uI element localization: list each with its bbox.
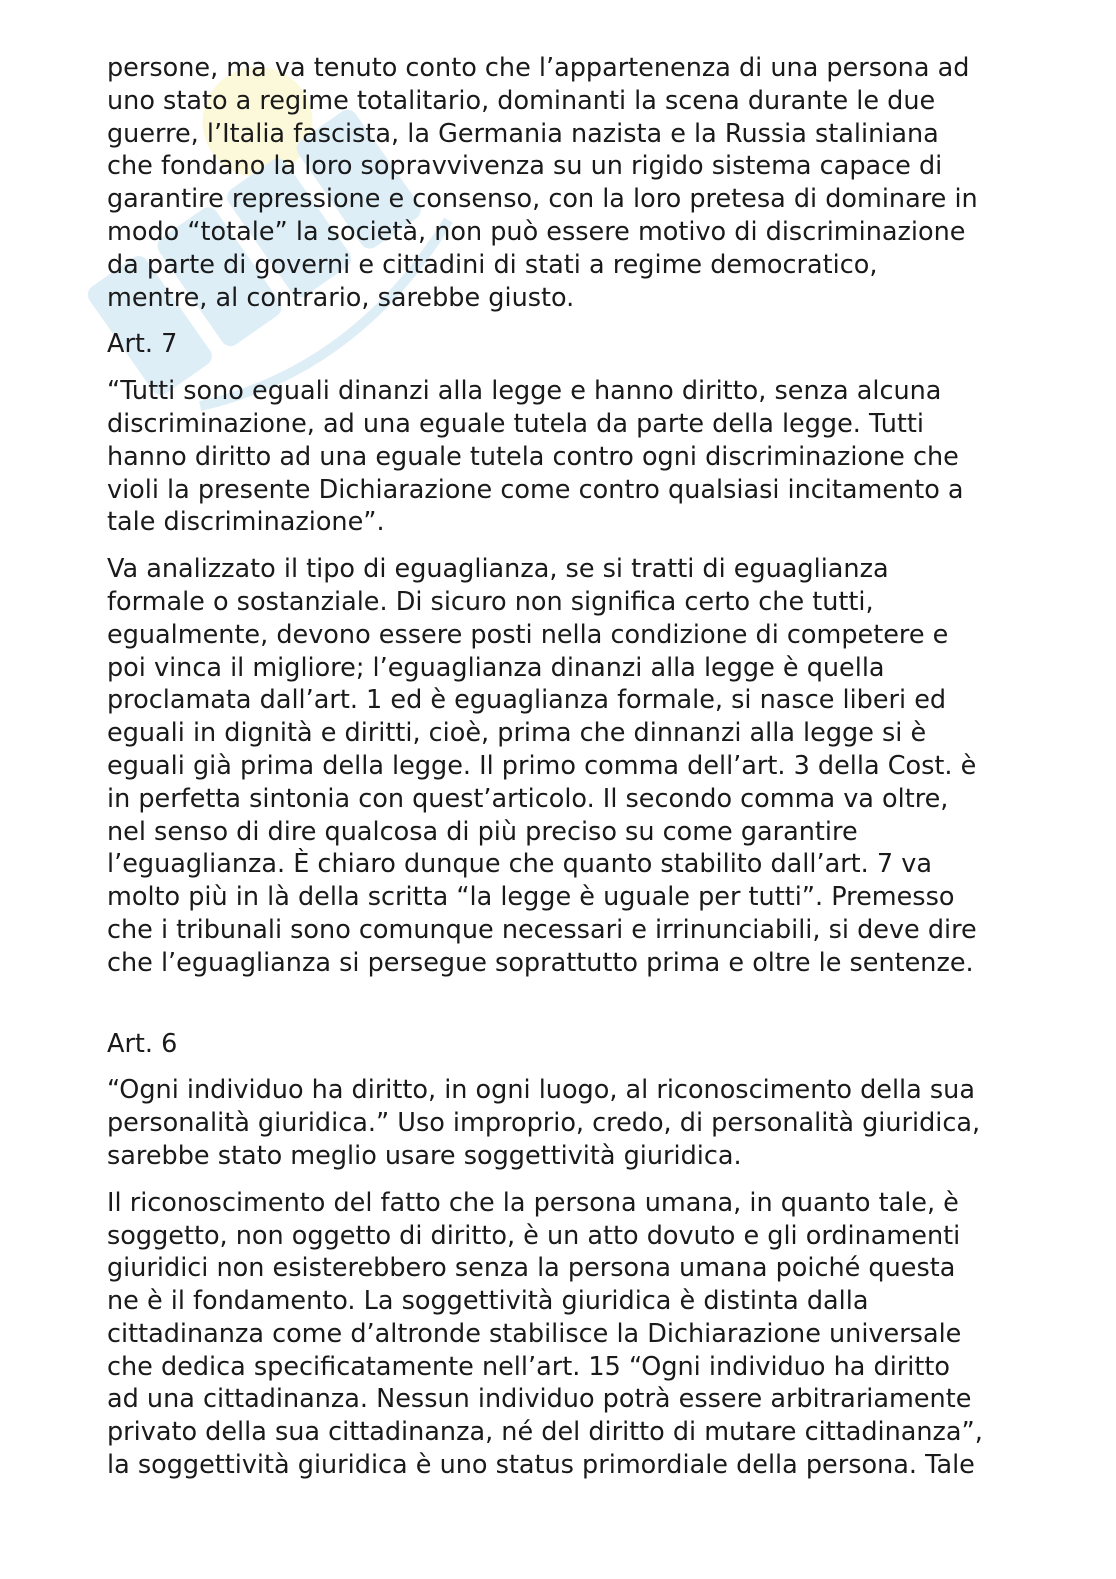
text-line: sarebbe stato meglio usare soggettività giuridica. <box>107 1140 742 1171</box>
blank-spacer <box>107 994 1027 1028</box>
text-line: giuridici non esisterebbero senza la persona umana poiché questa <box>107 1253 956 1284</box>
text-line: “Tutti sono eguali dinanzi alla legge e hanno diritto, senza alcuna <box>107 376 942 407</box>
text-line: la soggettività giuridica è uno status primordiale della persona. Tale <box>107 1450 975 1481</box>
text-line: che dedica specificatamente nell’art. 15 “Ogni individuo ha diritto <box>107 1351 950 1382</box>
text-line: violi la presente Dichiarazione come contro qualsiasi incitamento a <box>107 474 964 505</box>
text-line: eguali già prima della legge. Il primo comma dell’art. 3 della Cost. è <box>107 750 977 781</box>
text-line: guerre, l’Italia fascista, la Germania nazista e la Russia staliniana <box>107 118 939 149</box>
text-line: personalità giuridica.” Uso improprio, credo, di personalità giuridica, <box>107 1108 981 1139</box>
text-line: garantire repressione e consenso, con la loro pretesa di dominare in <box>107 184 978 215</box>
text-line: Va analizzato il tipo di eguaglianza, se si tratti di eguaglianza <box>107 554 889 585</box>
text-line: molto più in là della scritta “la legge è uguale per tutti”. Premesso <box>107 882 955 913</box>
text-line: hanno diritto ad una eguale tutela contro ogni discriminazione che <box>107 441 959 472</box>
paragraph-art-7-quote <box>107 375 1027 539</box>
paragraph-art-6-analysis <box>107 1187 1027 1482</box>
text-line: in perfetta sintonia con quest’articolo. Il secondo comma va oltre, <box>107 783 949 814</box>
text-line: “Ogni individuo ha diritto, in ogni luogo, al riconoscimento della sua <box>107 1075 975 1106</box>
text-line: ad una cittadinanza. Nessun individuo potrà essere arbitrariamente <box>107 1384 972 1415</box>
text-line: che l’eguaglianza si persegue soprattutto prima e oltre le sentenze. <box>107 947 974 978</box>
text-line: modo “totale” la società, non può essere motivo di discriminazione <box>107 216 966 247</box>
text-line: egualmente, devono essere posti nella condizione di competere e <box>107 619 949 650</box>
text-line: Il riconoscimento del fatto che la persona umana, in quanto tale, è <box>107 1187 959 1218</box>
text-line: persone, ma va tenuto conto che l’appartenenza di una persona ad <box>107 53 970 83</box>
paragraph-art-7-analysis <box>107 553 1027 979</box>
heading-art-7 <box>107 328 1027 361</box>
text-line: formale o sostanziale. Di sicuro non significa certo che tutti, <box>107 586 874 617</box>
text-line: cittadinanza come d’altronde stabilisce la Dichiarazione universale <box>107 1318 962 1349</box>
text-line: discriminazione, ad una eguale tutela da parte della legge. Tutti <box>107 408 924 439</box>
text-line: Art. 6 <box>107 1028 178 1059</box>
text-line: uno stato a regime totalitario, dominanti la scena durante le due <box>107 85 936 116</box>
text-line: soggetto, non oggetto di diritto, è un atto dovuto e gli ordinamenti <box>107 1220 961 1251</box>
text-line: l’eguaglianza. È chiaro dunque che quanto stabilito dall’art. 7 va <box>107 849 932 880</box>
text-line: privato della sua cittadinanza, né del diritto di mutare cittadinanza”, <box>107 1417 983 1448</box>
text-line: poi vinca il migliore; l’eguaglianza dinanzi alla legge è quella <box>107 652 885 683</box>
text-line: che fondano la loro sopravvivenza su un rigido sistema capace di <box>107 151 943 182</box>
text-line: proclamata dall’art. 1 ed è eguaglianza formale, si nasce liberi ed <box>107 685 947 716</box>
paragraph-intro <box>107 52 1027 314</box>
text-line: che i tribunali sono comunque necessari e irrinunciabili, si deve dire <box>107 914 977 945</box>
text-line: nel senso di dire qualcosa di più preciso su come garantire <box>107 816 858 847</box>
text-line: mentre, al contrario, sarebbe giusto. <box>107 282 575 313</box>
text-line: Art. 7 <box>107 329 178 360</box>
heading-art-6 <box>107 1028 1027 1061</box>
paragraph-art-6-quote <box>107 1074 1027 1172</box>
text-line: tale discriminazione”. <box>107 507 385 538</box>
text-line: eguali in dignità e diritti, cioè, prima che dinnanzi alla legge si è <box>107 718 927 749</box>
text-line: ne è il fondamento. La soggettività giuridica è distinta dalla <box>107 1286 869 1317</box>
text-line: da parte di governi e cittadini di stati a regime democratico, <box>107 249 878 280</box>
document-body <box>107 52 1027 1496</box>
